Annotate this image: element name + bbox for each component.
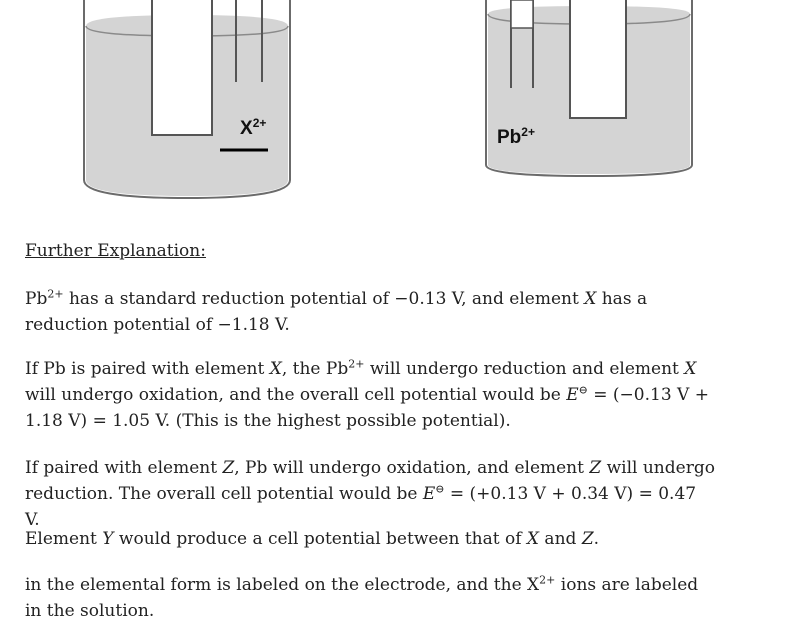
paragraph-element-y: Element Y would produce a cell potential between that of X and Z. bbox=[25, 529, 600, 549]
paragraph-reduction-potentials: $Pb^{2+}$ has a standard reduction potential of −0.13 V, and element X has a reduction potential of −1.18 V. bbox=[25, 287, 648, 335]
section-heading: Further Explanation: bbox=[25, 241, 206, 261]
beakers-diagram bbox=[0, 0, 788, 215]
left-beaker bbox=[84, 0, 290, 198]
right-solution-label: $Pb^{2+}$ bbox=[497, 125, 535, 148]
electrochemical-cells-figure bbox=[0, 0, 788, 215]
paragraph-pair-with-x: If Pb is paired with element X, the $Pb^{2+}$ will undergo reduction and element X will undergo oxidation, and the overall cell potential would be E⊖ = (−0.13 V + 1.18 V) = 1.05 V. (This is the highest possible potential). bbox=[25, 357, 709, 431]
left-solution-label: $X^{2+}$ bbox=[240, 116, 267, 139]
paragraph-pair-with-z: If paired with element Z, Pb will undergo oxidation, and element Z will undergo reduction. The overall cell potential would be E⊖ = (+0.13 V + 0.34 V) = 0.47 V. bbox=[25, 458, 715, 530]
paragraph-labels-note: in the elemental form is labeled on the electrode, and the $X^{2+}$ ions are labeled in the solution. bbox=[25, 573, 699, 621]
right-beaker bbox=[486, 0, 692, 176]
